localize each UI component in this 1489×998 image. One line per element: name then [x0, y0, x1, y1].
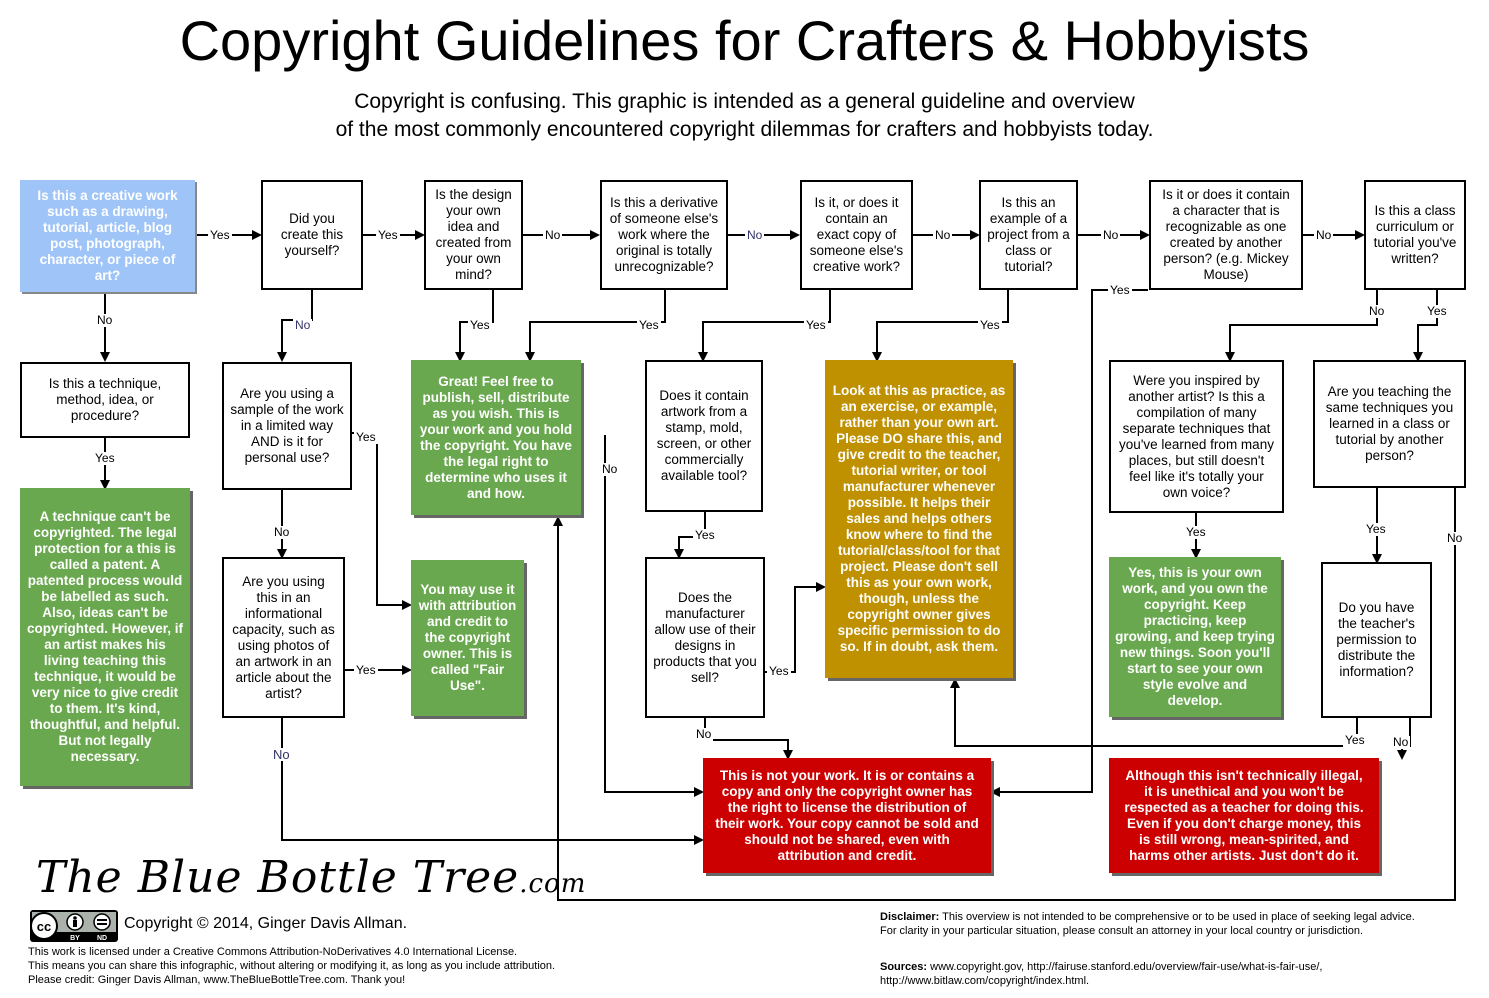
node-exact-copy: Is it, or does it contain an exact copy of someone else's creative work?: [800, 180, 913, 290]
label-yes-informational: Yes: [356, 663, 376, 677]
label-yes-manufacturer: Yes: [769, 664, 789, 678]
cc-nd-text: ND: [96, 935, 108, 942]
copyright-notice: Copyright © 2014, Ginger Davis Allman.: [124, 915, 408, 932]
subtitle-line-2: of the most commonly encountered copyright dilemmas for crafters and hobbyists today.: [335, 118, 1154, 141]
sources: [880, 960, 1480, 988]
node-curriculum: Is this a class curriculum or tutorial you've written?: [1364, 180, 1466, 290]
label-yes-curriculum: Yes: [1427, 304, 1447, 318]
label-yes-stamp: Yes: [695, 528, 715, 542]
node-recognizable-character: Is it or does it contain a character that is recognizable as one created by another person? (e.g. Mickey Mouse): [1149, 180, 1303, 290]
node-start: Is this a creative work such as a drawing, tutorial, article, blog post, photograph, character, or piece of art?: [20, 180, 195, 292]
label-yes-derivative: Yes: [639, 318, 659, 332]
label-yes-inspired: Yes: [1186, 525, 1206, 539]
node-limited-sample: Are you using a sample of the work in a limited way AND is it for personal use?: [222, 362, 352, 490]
arrow-manufacturer-practice: [765, 587, 824, 672]
brand-logo: [36, 852, 586, 903]
node-own-design: Is the design your own idea and created from your own mind?: [424, 180, 523, 290]
result-technique: A technique can't be copyrighted. The legal protection for a this is called a patent. A patented process would be labelled as such. Also, ideas can't be copyrighted. However, if an artist makes his living teaching this technique, it would be very nice to give credit to them. It's kind, thoughtful, and helpful. But not legally necessary.: [20, 488, 190, 786]
label-no-curriculum: No: [1369, 304, 1385, 318]
arrow-curriculum-teaching: [1418, 290, 1437, 360]
arrow-curriculum-inspired: [1230, 290, 1377, 360]
license-line-1: This work is licensed under a Creative Commons Attribution-NoDerivatives 4.0 International License.: [28, 946, 518, 958]
node-class-example: Is this an example of a project from a class or tutorial?: [979, 180, 1078, 290]
label-yes-exactcopy: Yes: [806, 318, 826, 332]
label-yes-teaching: Yes: [1366, 522, 1386, 536]
sources-text-2: http://www.bitlaw.com/copyright/index.html.: [880, 975, 1090, 987]
arrow-informational-notyours: [282, 718, 702, 840]
node-technique: Is this a technique, method, idea, or procedure?: [20, 362, 190, 438]
label-no-sample: No: [274, 525, 290, 539]
label-yes-create: Yes: [378, 228, 398, 242]
label-no-start: No: [97, 313, 113, 327]
label-no-create: No: [295, 318, 311, 332]
sources-label: Sources:: [880, 961, 928, 973]
subtitle-line-1: Copyright is confusing. This graphic is intended as a general guideline and overview: [354, 90, 1135, 113]
brand-domain: .com: [519, 869, 587, 899]
label-no-design: No: [545, 228, 561, 242]
label-no-example: No: [1103, 228, 1119, 242]
arrow-manufacturer-notyours: [705, 718, 788, 758]
svg-text:cc: cc: [36, 919, 52, 934]
label-yes-sample: Yes: [356, 430, 376, 444]
node-informational: Are you using this in an informational capacity, such as using photos of an artwork in an article about the artist?: [222, 557, 345, 718]
label-yes-example: Yes: [980, 318, 1000, 332]
label-no-stamp: No: [602, 462, 618, 476]
label-yes-character: Yes: [1110, 283, 1130, 297]
node-did-you-create: Did you create this yourself?: [261, 180, 363, 290]
disclaimer-text: This overview is not intended to be comprehensive or to be used in place of seeking legal advice.: [942, 911, 1415, 923]
result-great: Great! Feel free to publish, sell, distribute as you wish. This is your work and you hold the copyright. You have the legal right to determine who uses it and how.: [411, 360, 581, 515]
result-unethical: Although this isn't technically illegal, it is unethical and you won't be respected as a teacher for doing this. Even if you don't charge money, this is still wrong, mean-spirited, and harms other artists. Just don't do it.: [1109, 758, 1379, 873]
result-own-work: Yes, this is your own work, and you own the copyright. Keep practicing, keep growing, and keep trying new things. Soon you'll start to see your own style evolve and develop.: [1109, 557, 1281, 717]
license-text: [28, 945, 555, 987]
label-no-teaching: No: [1447, 531, 1463, 545]
label-no-character: No: [1316, 228, 1332, 242]
disclaimer-text-2: For clarity in your particular situation, please consult an attorney in your local country or jurisdiction.: [880, 925, 1364, 937]
label-yes-permission: Yes: [1345, 733, 1365, 747]
arrow-sample-fairuse: [352, 430, 410, 605]
brand-name: The Blue Bottle Tree: [36, 852, 520, 903]
node-inspired: Were you inspired by another artist? Is this a compilation of many separate techniques that you've learned from many places, but still doesn't feel like it's totally your own voice?: [1109, 360, 1284, 513]
no-derivatives-icon: [94, 914, 110, 930]
label-yes-start: Yes: [210, 228, 230, 242]
node-manufacturer: Does the manufacturer allow use of their designs in products that you sell?: [645, 557, 765, 718]
sources-text: www.copyright.gov, http://fairuse.stanford.edu/overview/fair-use/what-is-fair-use/,: [930, 961, 1323, 973]
cc-license-badge: [30, 910, 118, 942]
label-no-derivative: No: [747, 228, 763, 242]
label-no-permission: No: [1393, 735, 1409, 749]
node-teacher-permission: Do you have the teacher's permission to distribute the information?: [1321, 562, 1432, 718]
page-title: Copyright Guidelines for Crafters & Hobbyists: [179, 9, 1310, 72]
attribution-icon: [67, 914, 83, 930]
result-not-your-work: This is not your work. It is or contains a copy and only the copyright owner has the right to license the distribution of their work. Your copy cannot be sold and should not be shared, even with attribution and credit.: [703, 758, 991, 873]
creative-commons-icon: [31, 913, 57, 939]
label-yes-technique: Yes: [95, 451, 115, 465]
label-no-manufacturer: No: [696, 727, 712, 741]
license-line-2: This means you can share this infographic, without altering or modifying it, as long as you include attribution.: [28, 960, 556, 972]
license-line-3: Please credit: Ginger Davis Allman, www.TheBlueBottleTree.com. Thank you!: [28, 974, 406, 986]
label-yes-design: Yes: [470, 318, 490, 332]
disclaimer: [880, 910, 1480, 938]
label-no-exactcopy: No: [935, 228, 951, 242]
result-fair-use: You may use it with attribution and credit to the copyright owner. This is called "Fair Use".: [411, 560, 524, 716]
cc-by-text: BY: [70, 935, 80, 942]
label-no-informational: No: [273, 747, 290, 762]
node-derivative: Is this a derivative of someone else's work where the original is totally unrecognizable?: [600, 180, 728, 290]
disclaimer-label: Disclaimer:: [880, 911, 940, 923]
result-practice: Look at this as practice, as an exercise, or example, rather than your own art. Please DO share this, and give credit to the teacher, tutorial writer, or tool manufacturer whenever possible. It helps their sales and helps others know where to find the tutorial/class/tool for that project. Please don't sell this as your own work, though, unless the copyright owner gives specific permission to do so. If in doubt, ask them.: [825, 360, 1013, 678]
node-stamp-mold: Does it contain artwork from a stamp, mold, screen, or other commercially available tool?: [645, 360, 763, 512]
node-teaching-same: Are you teaching the same techniques you learned in a class or tutorial by another person?: [1313, 360, 1466, 488]
